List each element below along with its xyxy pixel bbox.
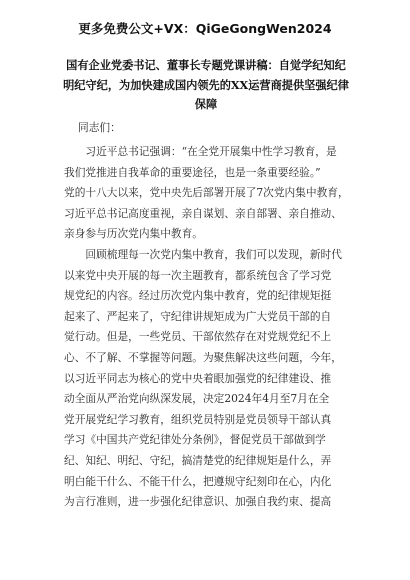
body-line: 为言行准则，进一步强化纪律意识、加强自我约束、提高 (64, 495, 332, 509)
body-line: 纪、知纪、明纪、守纪，搞清楚党的纪律规矩是什么，弄 (64, 453, 332, 467)
body-line: 亲身参与历次党内集中教育。 (64, 227, 203, 241)
body-line: 以来党中央开展的每一次主题教育，都系统包含了学习党 (64, 268, 332, 282)
body-line: 党开展党纪学习教育，组织党员特别是党员领导干部认真 (64, 412, 332, 426)
body-text (64, 142, 360, 513)
body-line: 动全面从严治党向纵深发展，决定2024年4月至7月在全 (64, 392, 330, 406)
body-line: 党的十八大以来，党中央先后部署开展了7次党内集中教育， (64, 186, 349, 200)
title-line: 保障 (194, 97, 218, 111)
promo-banner: 更多免费公文+VX：QiGeGongWen2024 (78, 21, 332, 36)
body-line: 起来了、严起来了，守纪律讲规矩成为广大党员干部的自 (64, 309, 332, 323)
greeting: 同志们： (78, 121, 121, 134)
body-line: 我们党推进自我革命的重要途径，也是一条重要经验。” (64, 165, 321, 179)
body-line: 回顾梳理每一次党内集中教育，我们可以发现，新时代 (64, 247, 342, 261)
body-line: 习近平总书记强调：“在全党开展集中性学习教育，是 (64, 145, 337, 158)
document-title (56, 56, 356, 115)
body-line: 觉行动。但是，一些党员、干部依然存在对党规党纪不上 (64, 330, 332, 344)
body-line: 规党纪的内容。经过历次党内集中教育，党的纪律规矩挺 (64, 289, 332, 303)
body-line: 以习近平同志为核心的党中央着眼加强党的纪律建设、推 (64, 371, 332, 385)
body-line: 学习《中国共产党纪律处分条例》，督促党员干部做到学 (64, 433, 326, 447)
body-line: 明白能干什么、不能干什么，把遵规守纪刻印在心，内化 (64, 474, 332, 488)
body-line: 心、不了解、不掌握等问题。为聚焦解决这些问题，今年， (64, 350, 342, 364)
body-line: 习近平总书记高度重视，亲自谋划、亲自部署、亲自推动、 (64, 206, 342, 220)
title-line: 国有企业党委书记、董事长专题党课讲稿：自觉学纪知纪 (66, 58, 346, 72)
title-line: 明纪守纪，为加快建成国内领先的XX运营商提供坚强纪律 (63, 77, 349, 92)
